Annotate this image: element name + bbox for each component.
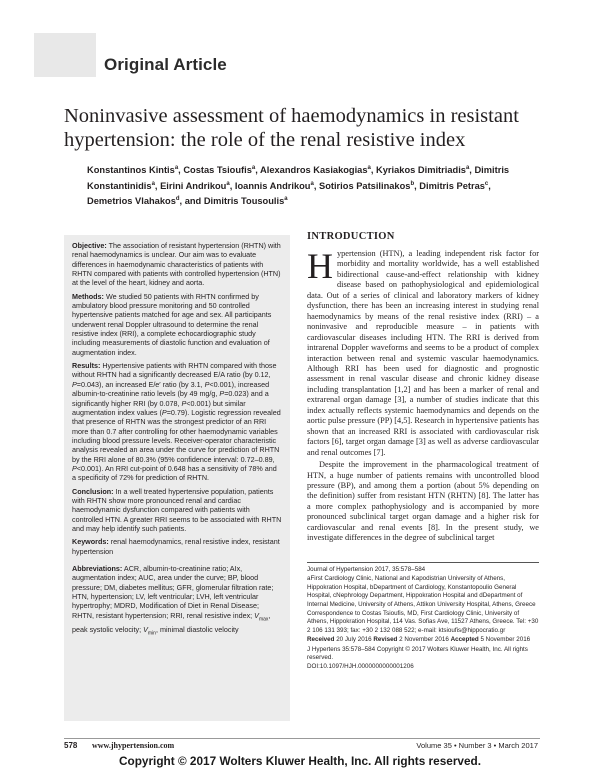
journal-citation: Journal of Hypertension 2017, 35:578–584 (307, 566, 426, 573)
doi-link[interactable]: DOI:10.1097/HJH.0000000000001206 (307, 663, 414, 671)
author[interactable]: Costas Tsioufis (183, 165, 252, 176)
abstract-conclusion: Conclusion: In a well treated hypertensive population, patients with RHTN show more pronounced renal and cardiac haemodynamic dysfunction compared with patients with controlled HTN. A greater RRI seems to be associated with RHTN and may help identify such patients. (72, 486, 282, 533)
correspondence: Correspondence to Costas Tsioufis, MD, First Cardiology Clinic, University of Athens, Hippokration Hospital, 114 Vas. Sofias Ave, 11527 Athens, Greece. Tel: +30 2 106 131 393; fax: +30 2 132 088 522; e-mail: ktsioufis@hippocratio.gr (307, 610, 539, 634)
dates: Received 20 July 2016 Revised 2 November 2016 Accepted 5 November 2016 (307, 636, 531, 644)
drop-cap: H (307, 246, 333, 286)
abstract-methods: Methods: We studied 50 patients with RHTN confirmed by ambulatory blood pressure monitoring and 50 controlled hypertensive patients matched for age and sex. All participants underwent renal Doppler ultrasound to determine the renal resistive index (RRI), a complete echocardiographic study including measurements of diastolic function and evaluation of augmentation index. (72, 291, 272, 357)
author[interactable]: Dimitris Konstantinidis (87, 165, 510, 191)
section-heading: INTRODUCTION (307, 231, 395, 242)
author[interactable]: Dimitris Tousoulis (203, 196, 285, 207)
abstract-keywords: Keywords: renal haemodynamics, renal resistive index, resistant hypertension (72, 537, 280, 556)
intro-paragraph-1: Hypertension (HTN), a leading independent risk factor for morbidity and mortality worldwide, has a well established bidirectional cause-and-effect relationship with kidney disease based on pathophysiological and epidemiological data. Out of a series of clinical and laboratory markers of kidney dysfunction, there has been an increasing interest in studying renal haemodynamics by means of the renal resistive index (RRI) – a noninvasive and reproducible measure – in patients with cardiovascular diseases including HTN. The RRI is derived from intrarenal Doppler waveforms and seems to be a product of complex interaction between renal and systemic vascular haemodynamics. Although RRI has been used for diagnostic and prognostic assessment in renal vascular disease and chronic kidney disease including transplantation [1,2] and has been a marker of renal and extrarenal organ damage [3], a number of studies indicate that this index actually reflects systemic haemodynamics and depends on the aortic pulse pressure (PP) [4,5]. Research in hypertensive patients has shown that an increased RRI is associated with cardiovascular risk factors [6], target organ damage [3] as well as adverse cardiovascular and renal outcomes [7]. (307, 246, 539, 457)
footnote-divider (307, 562, 539, 563)
author[interactable]: Alexandros Kasiakogias (260, 165, 368, 176)
body-column (307, 231, 539, 544)
footer-divider (64, 738, 540, 739)
abstract-abbreviations: Abbreviations: ACR, albumin-to-creatinine ratio; AIx, augmentation index; AUC, area under the curve; BP, blood pressure; DM, diabetes mellitus; GFR, glomerular filtration rate; HTN, hypertension; LV, left ventricular; LVH, left ventricular hypertrophy; MDRD, Modification of Diet in Renal Disease; RHTN, resistant hypertension; RRI, renal resistive index; $V_{max}$, peak systolic velocity; $V_{min}$, minimal diastolic velocity (72, 564, 274, 636)
issue-info: Volume 35 • Number 3 • March 2017 (416, 741, 538, 750)
abstract-results: Results: Hypertensive patients with RHTN compared with those without RHTN had a significantly decreased E/A ratio (by 0.12, P=0.043), an increased E/e′ ratio (by 3.1, P<0.001), increased albumin-to-creatinine ratio levels (by 49 mg/g, P=0.023) and a significantly higher RRI (by 0.078, P<0.001) but similar augmentation index values (P=0.79). Logistic regression revealed that presence of RHTN was the strongest predictor of an RRI more than 0.7 after controlling for other haemodynamic variables including blood pressure levels. Receiver-operator characteristic analysis revealed an area under the curve for prediction of RHTN by the RRI alone of 80.3% (95% confidence interval: 0.72–0.89, P<0.001). An RRI cut-point of 0.648 has a sensitivity of 78% and a specificity of 72% for prediction of RHTN. (72, 361, 281, 483)
author[interactable]: Dimitris Petras (419, 180, 485, 191)
author[interactable]: Demetrios Vlahakos (87, 196, 176, 207)
corner-decoration (34, 33, 96, 77)
journal-website-link[interactable]: www.jhypertension.com (92, 741, 175, 750)
author[interactable]: Sotirios Patsilinakos (319, 180, 411, 191)
page-number: 578 (64, 741, 78, 750)
article-type-label: Original Article (104, 55, 227, 74)
author[interactable]: Kyriakos Dimitriadis (376, 165, 466, 176)
article-title: Noninvasive assessment of haemodynamics in resistant hypertension: the role of the renal resistive index (64, 105, 519, 151)
copyright-notice: J Hypertens 35:578–584 Copyright © 2017 Wolters Kluwer Health, Inc. All rights reserved. (307, 645, 528, 662)
affiliations: aFirst Cardiology Clinic, National and Kapodistrian University of Athens, Hippokration Hospital, bDepartment of Cardiology, Konstantopoulio General Hospital, cNephrology Department, Hippokration Hospital and dDepartment of Internal Medicine, University of Athens, Attikon University Hospital, Athens, Greece (307, 575, 536, 608)
intro-paragraph-2: Despite the improvement in the pharmacological treatment of HTN, a huge number of patients remains with uncontrolled blood pressure (BP), and among them a portion (about 5% depending on the definition) suffer from resistant HTN (RHTN) [8]. The latter has a more complex pathophysiology and is accompanied by more pronounced subclinical target organ damage and a higher risk for cardiovascular and renal events [8]. In the present study, we investigate differences in the degree of subclinical target (307, 460, 539, 543)
author[interactable]: Konstantinos Kintis (87, 165, 175, 176)
footnotes (307, 566, 541, 673)
author[interactable]: Ioannis Andrikou (234, 180, 311, 191)
author[interactable]: Eirini Andrikou (160, 180, 227, 191)
abstract-objective: Objective: The association of resistant hypertension (RHTN) with renal haemodynamics is unclear. Our aim was to evaluate differences in haemodynamic characteristics of patients with RHTN compared with patients with controlled hypertension (HTN) at the level of the heart, kidney and aorta. (72, 241, 281, 288)
author-list: Konstantinos Kintis$^a$, Costas Tsioufis$^a$, Alexandros Kasiakogias$^a$, Kyriakos Dimitriadis$^a$, Dimitris Konstantinidis$^a$, Eirini Andrikou$^a$, Ioannis Andrikou$^a$, Sotirios Patsilinakos$^b$, Dimitris Petras$^c$, Demetrios Vlahakos$^d$, and Dimitris Tousoulis$^a$ (87, 165, 510, 207)
abstract-box (64, 235, 290, 721)
copyright-banner: Copyright © 2017 Wolters Kluwer Health, Inc. All rights reserved. (118, 754, 482, 768)
